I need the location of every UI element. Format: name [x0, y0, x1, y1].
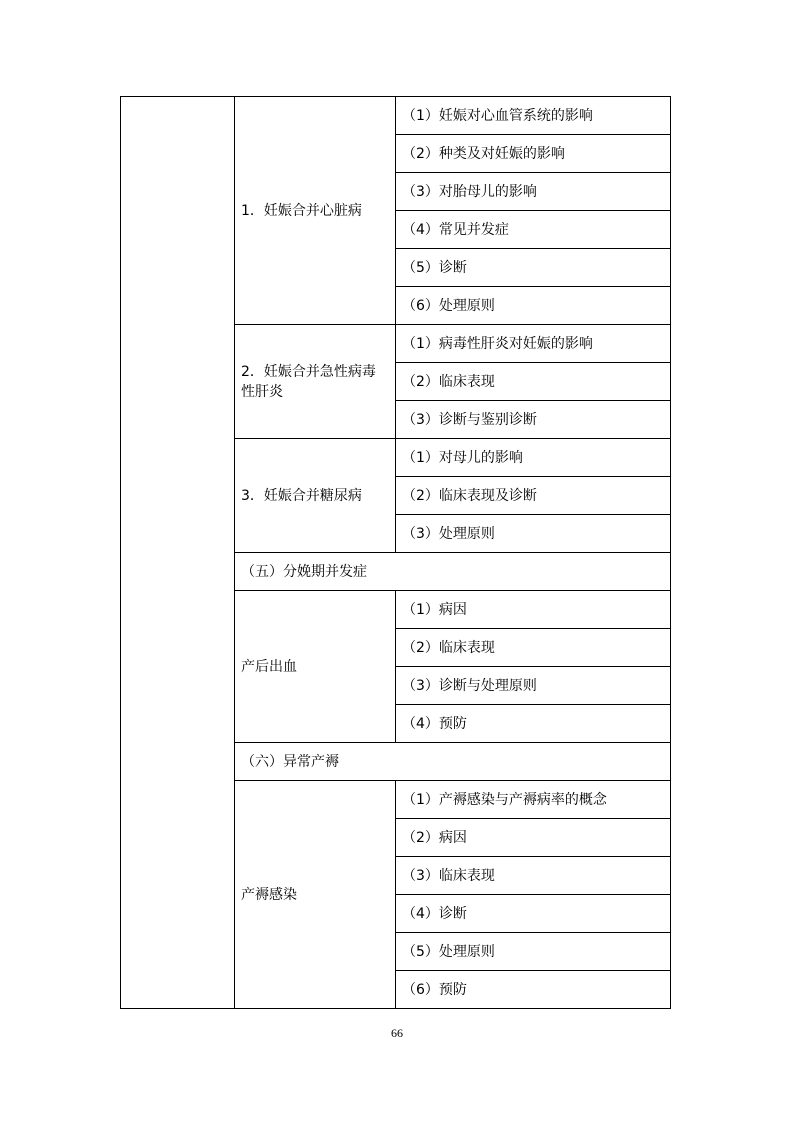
table-row	[121, 97, 671, 135]
list-item: （1）对母儿的影响	[396, 439, 671, 477]
list-item: （6）预防	[396, 971, 671, 1009]
list-item: （3）处理原则	[396, 515, 671, 553]
topic-puerperal-infection: 产褥感染	[235, 781, 396, 1009]
list-item: （5）处理原则	[396, 933, 671, 971]
list-item: （3）临床表现	[396, 857, 671, 895]
list-item: （1）病毒性肝炎对妊娠的影响	[396, 325, 671, 363]
syllabus-table	[120, 96, 671, 1009]
list-item: （2）临床表现	[396, 629, 671, 667]
list-item: （1）妊娠对心血管系统的影响	[396, 97, 671, 135]
topic-diabetes: 3．妊娠合并糖尿病	[235, 439, 396, 553]
list-item: （2）种类及对妊娠的影响	[396, 135, 671, 173]
list-item: （1）产褥感染与产褥病率的概念	[396, 781, 671, 819]
list-item: （4）预防	[396, 705, 671, 743]
section-heading-delivery-complications: （五）分娩期并发症	[235, 553, 671, 591]
list-item: （2）临床表现	[396, 363, 671, 401]
list-item: （6）处理原则	[396, 287, 671, 325]
list-item: （2）临床表现及诊断	[396, 477, 671, 515]
unit-cell	[121, 97, 235, 1009]
list-item: （3）诊断与鉴别诊断	[396, 401, 671, 439]
list-item: （2）病因	[396, 819, 671, 857]
list-item: （3）对胎母儿的影响	[396, 173, 671, 211]
list-item: （1）病因	[396, 591, 671, 629]
list-item: （4）常见并发症	[396, 211, 671, 249]
list-item: （4）诊断	[396, 895, 671, 933]
section-heading-abnormal-puerperium: （六）异常产褥	[235, 743, 671, 781]
topic-hepatitis: 2．妊娠合并急性病毒性肝炎	[235, 325, 396, 439]
list-item: （3）诊断与处理原则	[396, 667, 671, 705]
topic-postpartum-hemorrhage: 产后出血	[235, 591, 396, 743]
list-item: （5）诊断	[396, 249, 671, 287]
page-number: 66	[391, 1026, 403, 1040]
topic-heart-disease: 1．妊娠合并心脏病	[235, 97, 396, 325]
